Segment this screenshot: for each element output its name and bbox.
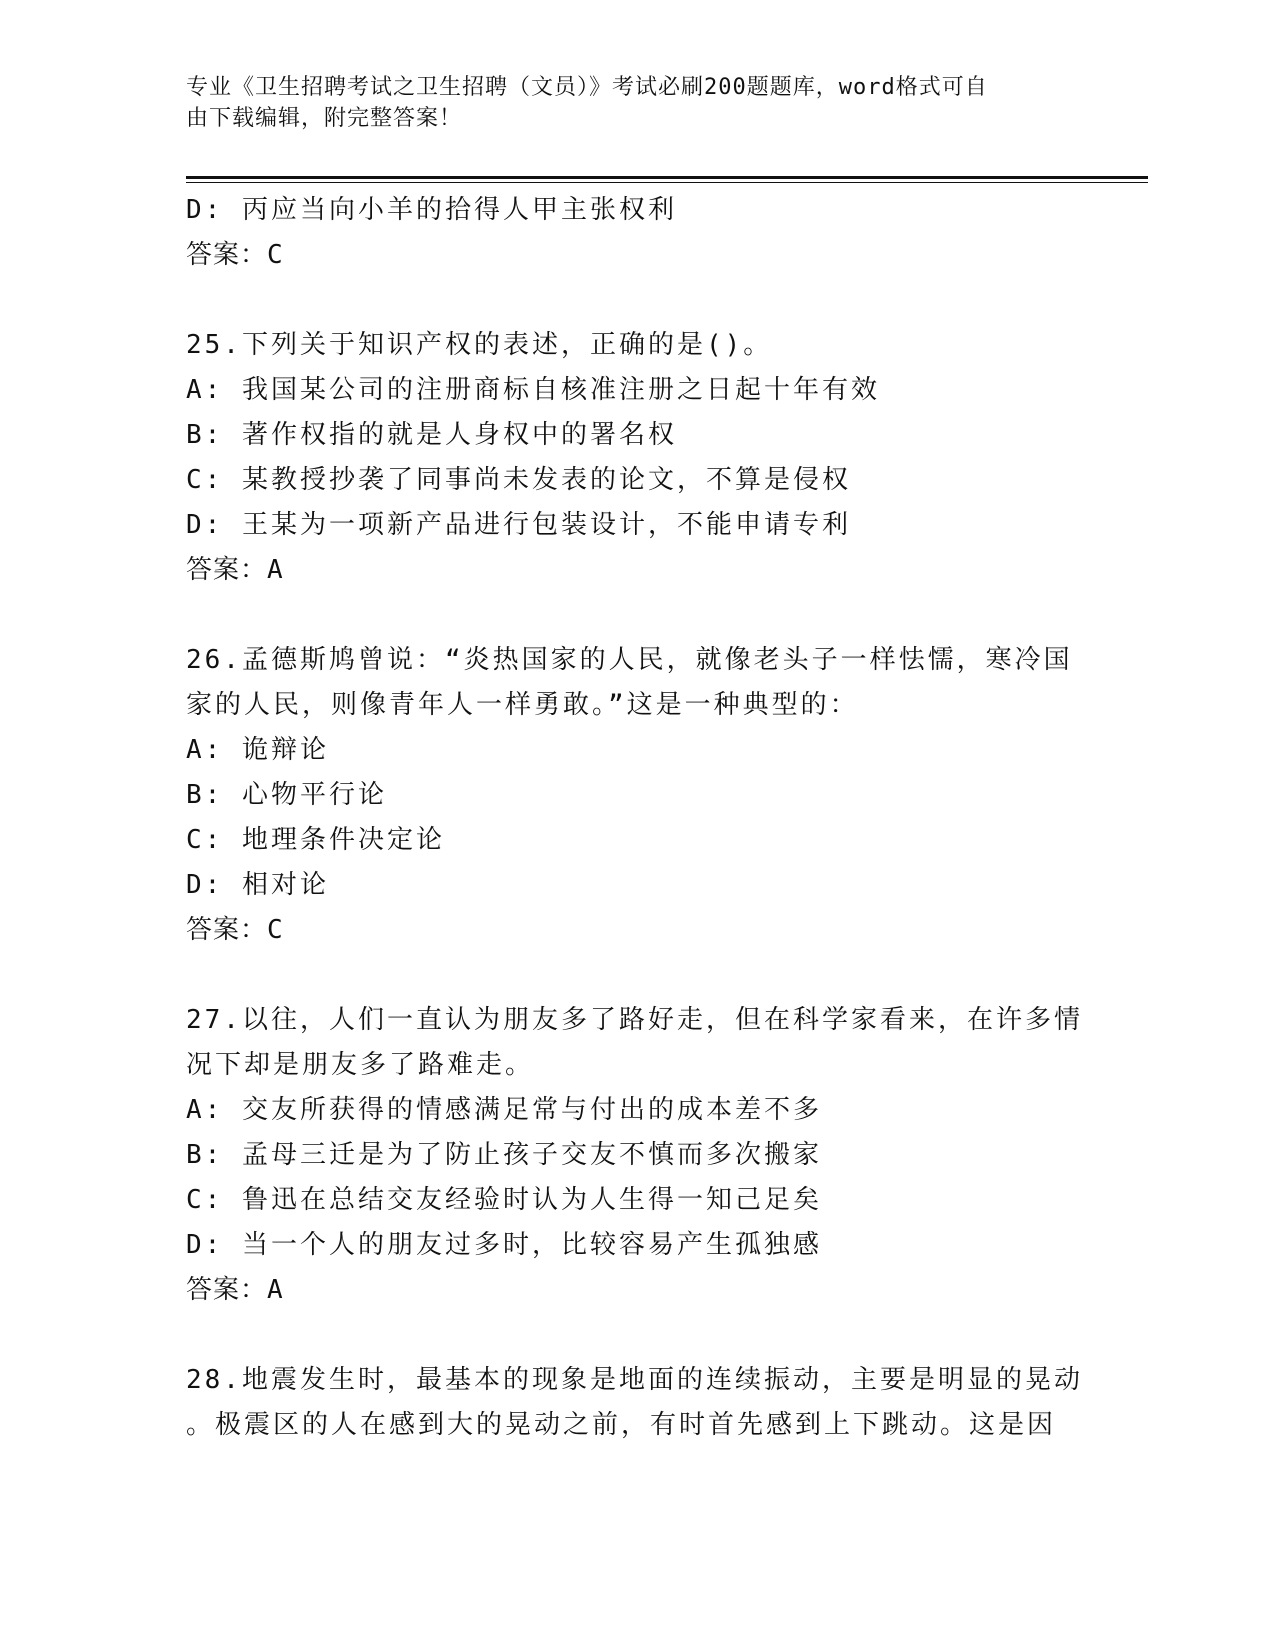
- option-a: A: 我国某公司的注册商标自核准注册之日起十年有效: [186, 375, 880, 405]
- option-b: B: 孟母三迁是为了防止孩子交友不慎而多次搬家: [186, 1140, 822, 1170]
- answer: 答案：C: [186, 915, 284, 945]
- header-line: 专业《卫生招聘考试之卫生招聘（文员）》考试必刷200题题库，word格式可自: [186, 75, 988, 100]
- option-d: D: 相对论: [186, 870, 329, 900]
- document-header: [186, 72, 1066, 134]
- question-stem: 。极震区的人在感到大的晃动之前，有时首先感到上下跳动。这是因: [186, 1410, 1057, 1440]
- question-27: [186, 998, 1106, 1313]
- question-26: [186, 638, 1106, 953]
- answer: 答案：C: [186, 240, 284, 270]
- option-b: B: 著作权指的就是人身权中的署名权: [186, 420, 677, 450]
- header-line: 由下载编辑，附完整答案！: [186, 106, 463, 131]
- option-a: A: 诡辩论: [186, 735, 329, 765]
- question-stem: 28.地震发生时，最基本的现象是地面的连续振动，主要是明显的晃动: [186, 1365, 1083, 1395]
- option-d: D: 当一个人的朋友过多时，比较容易产生孤独感: [186, 1230, 822, 1260]
- answer: 答案：A: [186, 555, 284, 585]
- spacer: [186, 1313, 1106, 1358]
- option-c: C: 某教授抄袭了同事尚未发表的论文，不算是侵权: [186, 465, 851, 495]
- option-a: A: 交友所获得的情感满足常与付出的成本差不多: [186, 1095, 822, 1125]
- question-stem: 27.以往，人们一直认为朋友多了路好走，但在科学家看来，在许多情: [186, 1005, 1083, 1035]
- option-b: B: 心物平行论: [186, 780, 387, 810]
- question-stem: 况下却是朋友多了路难走。: [186, 1050, 535, 1080]
- question-24-tail: [186, 188, 1106, 278]
- header-rule-thick: [186, 176, 1148, 179]
- question-stem: 家的人民，则像青年人一样勇敢。”这是一种典型的：: [186, 690, 859, 720]
- option-c: C: 地理条件决定论: [186, 825, 445, 855]
- spacer: [186, 593, 1106, 638]
- document-body: [186, 188, 1106, 1448]
- spacer: [186, 953, 1106, 998]
- question-25: [186, 323, 1106, 593]
- option-d: D: 王某为一项新产品进行包装设计，不能申请专利: [186, 510, 851, 540]
- question-stem: 25.下列关于知识产权的表述，正确的是()。: [186, 330, 773, 360]
- spacer: [186, 278, 1106, 323]
- answer: 答案：A: [186, 1275, 284, 1305]
- header-rule-thin: [186, 182, 1148, 183]
- question-stem: 26.孟德斯鸠曾说：“炎热国家的人民，就像老头子一样怯懦，寒冷国: [186, 645, 1073, 675]
- option-d: D: 丙应当向小羊的拾得人甲主张权利: [186, 195, 677, 225]
- option-c: C: 鲁迅在总结交友经验时认为人生得一知己足矣: [186, 1185, 822, 1215]
- question-28: [186, 1358, 1106, 1448]
